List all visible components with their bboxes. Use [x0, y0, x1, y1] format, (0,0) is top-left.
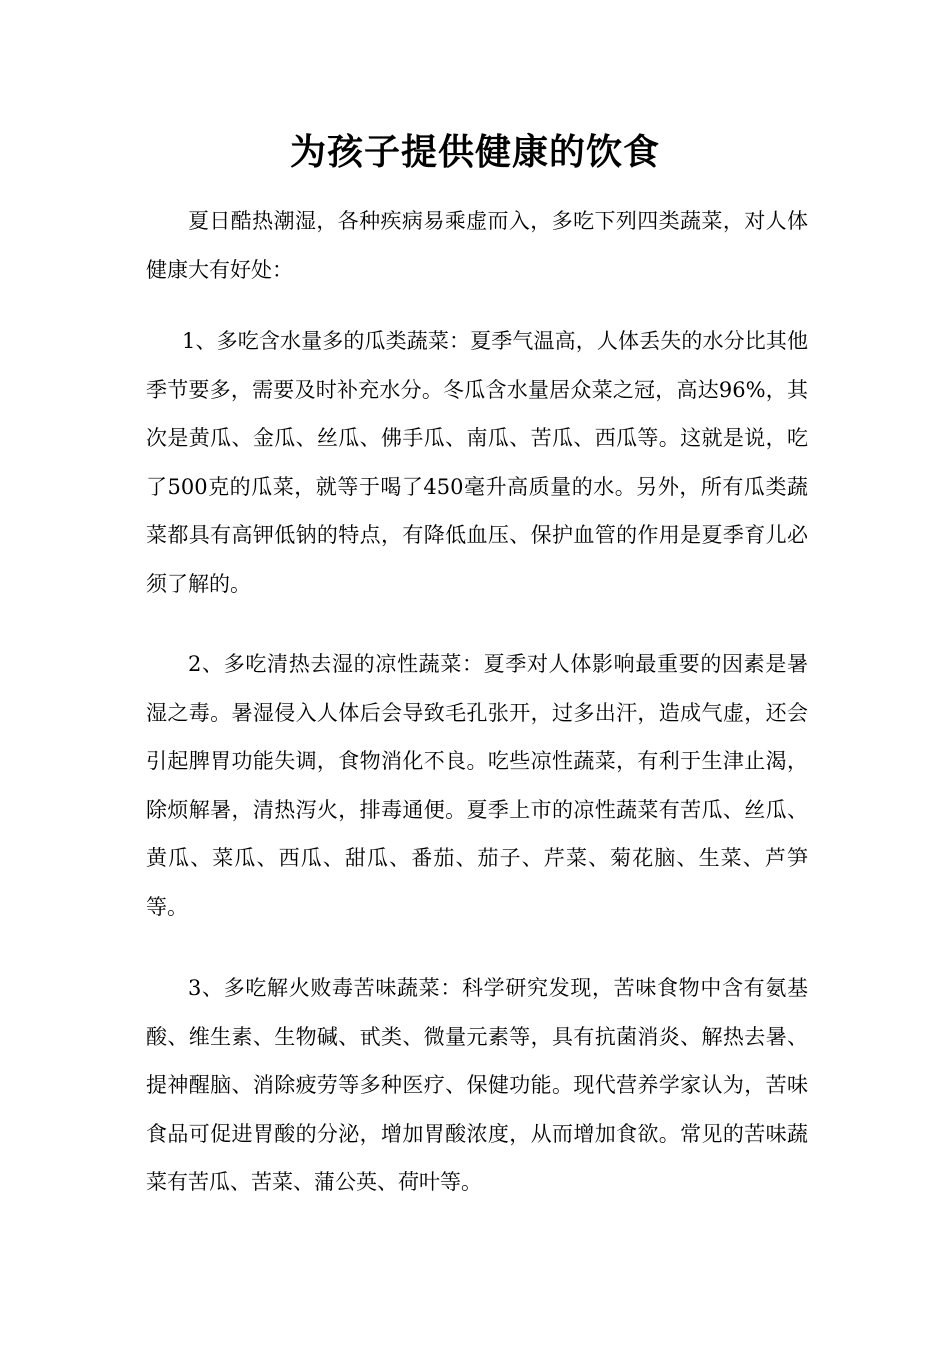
document-title: 为孩子提供健康的饮食	[289, 131, 660, 173]
intro-paragraph: 夏日酷热潮湿，各种疾病易乘虚而入，多吃下列四类蔬菜，对人体健康大有好处：	[146, 209, 808, 282]
paragraph-3-bitter-vegetables: 3、多吃解火败毒苦味蔬菜：科学研究发现，苦味食物中含有氨基酸、维生素、生物碱、甙类、微量元素等，具有抗菌消炎、解热去暑、提神醒脑、消除疲劳等多种医疗、保健功能。现代营养学家认为，苦味食品可促进胃酸的分泌，增加胃酸浓度，从而增加食欲。常见的苦味蔬菜有苦瓜、苦菜、蒲公英、荷叶等。	[146, 976, 808, 1195]
paragraph-1-melon-vegetables: 1、多吃含水量多的瓜类蔬菜：夏季气温高，人体丢失的水分比其他季节要多，需要及时补充水分。冬瓜含水量居众菜之冠，高达96%，其次是黄瓜、金瓜、丝瓜、佛手瓜、南瓜、苦瓜、西瓜等。这就是说，吃了500克的瓜菜，就等于喝了450毫升高质量的水。另外，所有瓜类蔬菜都具有高钾低钠的特点，有降低血压、保护血管的作用是夏季育儿必须了解的。	[146, 329, 808, 596]
paragraph-2-cooling-vegetables: 2、多吃清热去湿的凉性蔬菜：夏季对人体影响最重要的因素是暑湿之毒。暑湿侵入人体后会导致毛孔张开，过多出汗，造成气虚，还会引起脾胃功能失调，食物消化不良。吃些凉性蔬菜，有利于生津止渴，除烦解暑，清热泻火，排毒通便。夏季上市的凉性蔬菜有苦瓜、丝瓜、黄瓜、菜瓜、西瓜、甜瓜、番茄、茄子、芹菜、菊花脑、生菜、芦笋等。	[146, 652, 808, 919]
